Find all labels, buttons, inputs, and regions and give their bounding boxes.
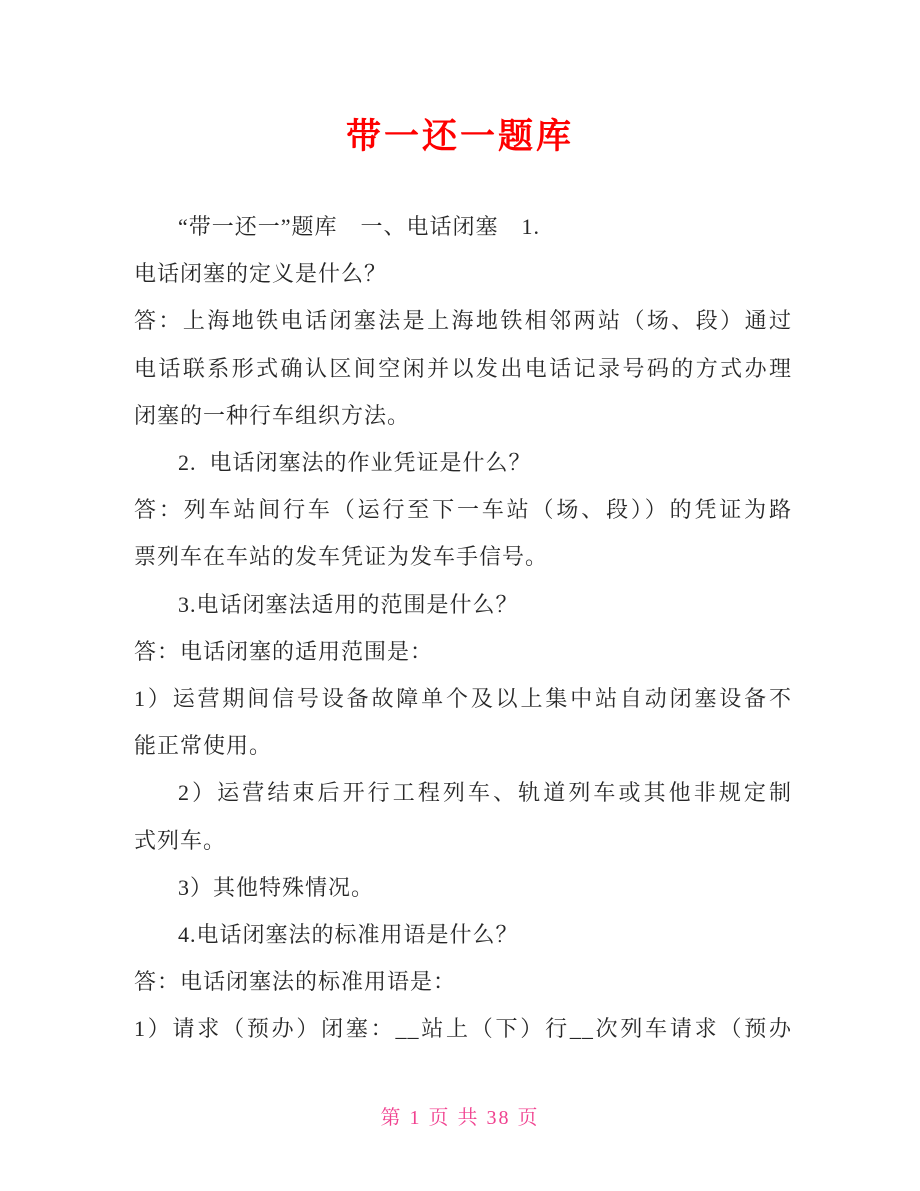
text-line: 答：电话闭塞法的标准用语是： (134, 969, 457, 995)
text-line: 能正常使用。 (134, 733, 273, 759)
text-line: 票列车在车站的发车凭证为发车手信号。 (134, 544, 549, 570)
text-line: 电话闭塞的定义是什么？ (134, 261, 388, 287)
text-line: 2. 电话闭塞法的作业凭证是什么？ (178, 450, 532, 476)
text-line: 答：上海地铁电话闭塞法是上海地铁相邻两站（场、段）通过 (134, 308, 792, 334)
text-line: “带一还一”题库 一、电话闭塞 1. (178, 214, 541, 239)
text-line: 2）运营结束后开行工程列车、轨道列车或其他非规定制 (178, 780, 792, 806)
text-line: 闭塞的一种行车组织方法。 (134, 402, 411, 428)
document-title: 带一还一题库 (345, 117, 574, 156)
text-line: 3.电话闭塞法适用的范围是什么？ (178, 591, 519, 617)
document-body (134, 203, 792, 1053)
text-line: 答：列车站间行车（运行至下一车站（场、段））的凭证为路 (134, 497, 792, 523)
text-line: 1）请求（预办）闭塞：__站上（下）行__次列车请求（预办 (134, 1016, 792, 1042)
text-line: 3）其他特殊情况。 (178, 874, 375, 900)
page-footer: 第 1 页 共 38 页 (380, 1107, 540, 1129)
text-line: 4.电话闭塞法的标准用语是什么？ (178, 922, 519, 948)
text-line: 式列车。 (134, 827, 227, 853)
text-line: 答：电话闭塞的适用范围是： (134, 638, 434, 664)
text-line: 1）运营期间信号设备故障单个及以上集中站自动闭塞设备不 (134, 686, 792, 712)
text-line: 电话联系形式确认区间空闲并以发出电话记录号码的方式办理 (134, 355, 792, 381)
